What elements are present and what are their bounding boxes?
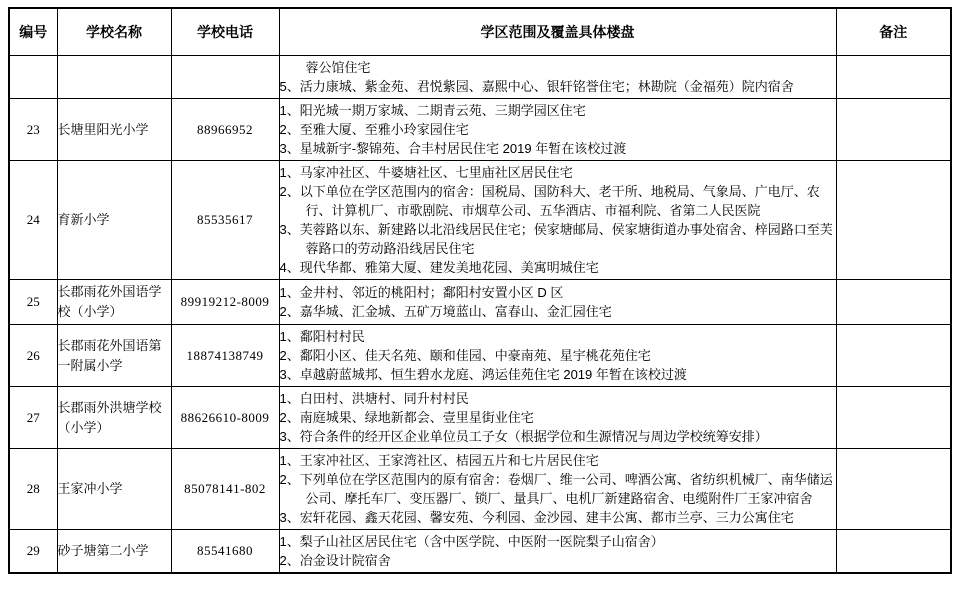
zone-item-line: 2、南庭城果、绿地新都会、壹里星街业住宅 xyxy=(279,410,534,425)
zone-item-line: 1、白田村、洪塘村、同升村村民 xyxy=(279,391,469,406)
zone-item-line: 2、下列单位在学区范围内的原有宿舍：卷烟厂、维一公司、啤酒公寓、省纺织机械厂、南华储运公司、摩托车厂、变压器厂、锁厂、量具厂、电机厂新建路宿舍、电缆附件厂王家冲宿舍 xyxy=(279,472,833,506)
zone-item-line: 1、金井村、邻近的桃阳村；鄱阳村安置小区 D 区 xyxy=(279,285,564,300)
school-phone: 85541680 xyxy=(171,530,279,574)
zone-item-line: 2、冶金设计院宿舍 xyxy=(279,553,391,568)
table-row xyxy=(9,387,951,449)
school-name: 长郡雨花外国语学校（小学） xyxy=(57,280,171,325)
table-row xyxy=(9,449,951,530)
zone-item-line: 2、鄱阳小区、佳天名苑、颐和佳园、中豪南苑、星宇桃花苑住宅 xyxy=(279,348,651,363)
zone-item-line: 3、卓越蔚蓝城邦、恒生碧水龙庭、鸿运佳苑住宅 2019 年暂在该校过渡 xyxy=(279,367,687,382)
table-row xyxy=(9,99,951,161)
zone-items xyxy=(279,56,836,99)
row-number: 26 xyxy=(9,325,57,387)
row-remark xyxy=(836,161,951,280)
column-header: 学校名称 xyxy=(57,8,171,56)
school-name: 育新小学 xyxy=(57,161,171,280)
zone-item-line: 2、至雅大厦、至雅小玲家园住宅 xyxy=(279,122,469,137)
zone-item-line: 3、宏轩花园、鑫天花园、馨安苑、今利园、金沙园、建丰公寓、都市兰亭、三力公寓住宅 xyxy=(279,510,794,525)
school-phone: 89919212-8009 xyxy=(171,280,279,325)
row-remark xyxy=(836,56,951,99)
zone-items xyxy=(279,280,836,325)
zone-items xyxy=(279,449,836,530)
school-district-table xyxy=(8,7,952,574)
zone-item-line: 2、嘉华城、汇金城、五矿万境蓝山、富春山、金汇园住宅 xyxy=(279,304,612,319)
row-number xyxy=(9,56,57,99)
row-remark xyxy=(836,325,951,387)
zone-item-line: 3、星城新宇-黎锦苑、合丰村居民住宅 2019 年暂在该校过渡 xyxy=(279,141,627,156)
table-row xyxy=(9,56,951,99)
zone-item-line: 1、王家冲社区、王家湾社区、桔园五片和七片居民住宅 xyxy=(279,453,599,468)
table-row xyxy=(9,280,951,325)
zone-item-line: 5、活力康城、紫金苑、君悦紫园、嘉熙中心、银轩铭誉住宅；林勘院（金福苑）院内宿舍 xyxy=(279,79,794,94)
table-row xyxy=(9,530,951,574)
table-row xyxy=(9,325,951,387)
zone-item-line: 2、以下单位在学区范围内的宿舍：国税局、国防科大、老干所、地税局、气象局、广电厅、农行、计算机厂、市歌剧院、市烟草公司、五华酒店、市福利院、省第二人民医院 xyxy=(279,184,820,218)
school-phone xyxy=(171,56,279,99)
zone-item-line: 1、阳光城一期万家城、二期青云苑、三期学园区住宅 xyxy=(279,103,586,118)
table-body xyxy=(9,56,951,574)
zone-items xyxy=(279,387,836,449)
column-header: 编号 xyxy=(9,8,57,56)
zone-item-line: 4、现代华都、雅第大厦、建发美地花园、美寓明城住宅 xyxy=(279,260,599,275)
school-name: 长塘里阳光小学 xyxy=(57,99,171,161)
row-remark xyxy=(836,99,951,161)
header-row xyxy=(9,8,951,56)
row-number: 24 xyxy=(9,161,57,280)
school-name: 砂子塘第二小学 xyxy=(57,530,171,574)
zone-items xyxy=(279,530,836,574)
school-phone: 85535617 xyxy=(171,161,279,280)
column-header: 学校电话 xyxy=(171,8,279,56)
school-name: 长郡雨外洪塘学校（小学） xyxy=(57,387,171,449)
table-row xyxy=(9,161,951,280)
row-remark xyxy=(836,387,951,449)
row-remark xyxy=(836,449,951,530)
row-remark xyxy=(836,280,951,325)
zone-items xyxy=(279,161,836,280)
zone-item-line: 1、梨子山社区居民住宅（含中医学院、中医附一医院梨子山宿舍） xyxy=(279,534,664,549)
school-phone: 88626610-8009 xyxy=(171,387,279,449)
school-name: 长郡雨花外国语第一附属小学 xyxy=(57,325,171,387)
row-number: 25 xyxy=(9,280,57,325)
zone-item-line: 1、鄱阳村村民 xyxy=(279,329,365,344)
column-header: 备注 xyxy=(836,8,951,56)
school-name xyxy=(57,56,171,99)
zone-item-line: 1、马家冲社区、牛婆塘社区、七里庙社区居民住宅 xyxy=(279,165,573,180)
zone-items xyxy=(279,99,836,161)
row-number: 27 xyxy=(9,387,57,449)
column-header: 学区范围及覆盖具体楼盘 xyxy=(279,8,836,56)
school-name: 王家冲小学 xyxy=(57,449,171,530)
zone-item-line: 蓉公馆住宅 xyxy=(305,60,371,75)
zone-items xyxy=(279,325,836,387)
row-number: 29 xyxy=(9,530,57,574)
row-number: 23 xyxy=(9,99,57,161)
school-phone: 18874138749 xyxy=(171,325,279,387)
zone-item-line: 3、芙蓉路以东、新建路以北沿线居民住宅；侯家塘邮局、侯家塘街道办事处宿舍、梓园路口至芙蓉路口的劳动路沿线居民住宅 xyxy=(279,222,833,256)
zone-item-line: 3、符合条件的经开区企业单位员工子女（根据学位和生源情况与周边学校统筹安排） xyxy=(279,429,768,444)
school-phone: 88966952 xyxy=(171,99,279,161)
school-phone: 85078141-802 xyxy=(171,449,279,530)
row-number: 28 xyxy=(9,449,57,530)
row-remark xyxy=(836,530,951,574)
